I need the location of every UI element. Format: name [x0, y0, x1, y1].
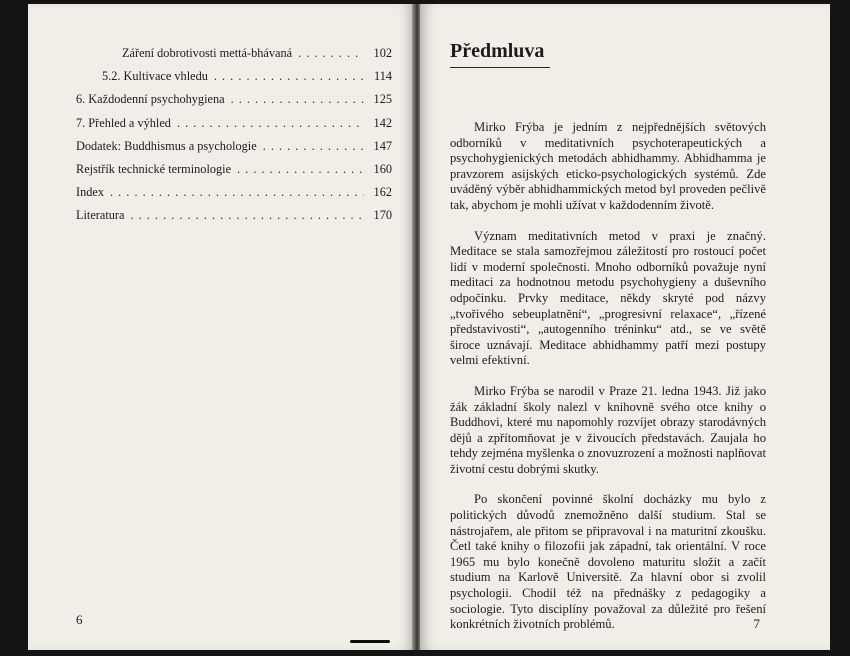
toc-entry[interactable]	[76, 92, 392, 115]
toc-entry[interactable]	[76, 139, 392, 162]
toc-entry-page: 142	[373, 115, 392, 130]
toc-entry[interactable]	[76, 162, 392, 185]
paragraph: Mirko Frýba se narodil v Praze 21. ledna 1943. Již jako žák základní školy nalezl v knihovně svého otce knihy o Buddhovi, které mu napomohly rozvíjet obrazy starodávných dějů a zpřítomňovat je v živoucích představách. Zaujala ho tehdy zejména myšlenka o znovuzrození a možnosti naplňovat životní cestu dobrými skutky.	[450, 383, 766, 476]
toc-entry-page: 125	[373, 92, 392, 107]
left-page	[28, 4, 414, 650]
toc-entry-label: 6. Každodenní psychohygiena	[76, 92, 225, 107]
toc-leader-dots	[263, 139, 364, 154]
paragraph: Význam meditativních metod v praxi je značný. Meditace se stala samozřejmou záležitostí pro rostoucí počet lidí v moderní společnosti. Mnoho odborníků považuje nyní meditaci za hodnotnou metodu psychohygieny a duševního odpočinku. Prvky meditace, někdy skryté pod názvy „tvořivého sebeuplatnění“, „progresivní relaxace“, „řízené představivosti“, „autogenního tréninku“ atd., se ve světě široce uznávají. Meditace abhidhammy patří mezi postupy velmi efektivní.	[450, 228, 766, 368]
toc-entry-label: Literatura	[76, 208, 125, 223]
toc-entry-label: 7. Přehled a výhled	[76, 115, 171, 130]
toc-entry-label: Rejstřík technické terminologie	[76, 161, 232, 176]
toc-entry-page: 170	[373, 208, 392, 223]
toc-entry[interactable]	[76, 46, 392, 69]
toc-leader-dots	[237, 162, 364, 177]
toc-entry-page: 160	[373, 161, 392, 176]
page-number: 6	[76, 612, 83, 627]
page-title: Předmluva	[450, 40, 545, 62]
toc-entry[interactable]	[76, 116, 392, 139]
toc-entry-label: Záření dobrotivosti mettá-bhávaná	[122, 46, 293, 60]
toc-entry-page: 162	[373, 185, 392, 200]
toc-entry-page: 102	[373, 46, 392, 60]
toc-entry-page: 147	[373, 138, 392, 153]
page-number: 7	[753, 616, 760, 631]
preface-body	[450, 120, 766, 648]
page-edge-shadow	[350, 640, 390, 643]
paragraph: Po skončení povinné školní docházky mu bylo z politických důvodů znemožněno další studium. Stal se nástrojařem, ale přitom se připravoval i na maturitní zkoušku. Četl také knihy o filozofii jak západní, tak orientální. V roce 1965 mu bylo konečně dovoleno maturitu složit a začít studium na Karlově Universitě. Za hlavní obor si zvolil psychologii. Chodil též na přednášky z pedagogiky a sociologie. Tyto disciplíny považoval za důležité pro řešení konkrétních životních problémů.	[450, 492, 766, 632]
toc-entry-label: Index	[76, 185, 104, 200]
toc-entry-label: Dodatek: Buddhismus a psychologie	[76, 138, 257, 153]
right-page	[420, 4, 830, 650]
toc-entry[interactable]	[76, 185, 392, 208]
toc-leader-dots	[130, 208, 364, 223]
toc-leader-dots	[177, 116, 364, 131]
toc-entry[interactable]	[76, 208, 392, 231]
table-of-contents	[76, 46, 392, 232]
toc-leader-dots	[298, 46, 364, 61]
toc-leader-dots	[231, 92, 364, 107]
toc-leader-dots	[110, 185, 364, 200]
toc-entry-page: 114	[374, 69, 392, 84]
toc-leader-dots	[214, 69, 364, 84]
toc-entry-label: 5.2. Kultivace vhledu	[102, 69, 208, 84]
paragraph: Mirko Frýba je jedním z nejpřednějších světových odborníků v meditativních psychoterapeutických a psychohygienických metodách abhidhammy. Abhidhamma je pravzorem asijských eticko-psychologických systémů. Zde uváděný výběr abhidhammických metod byl proveden pečlivě tak, abychom je mohli užívat v každodenním životě.	[450, 120, 766, 212]
toc-entry[interactable]	[76, 69, 392, 92]
title-underline	[450, 67, 550, 68]
